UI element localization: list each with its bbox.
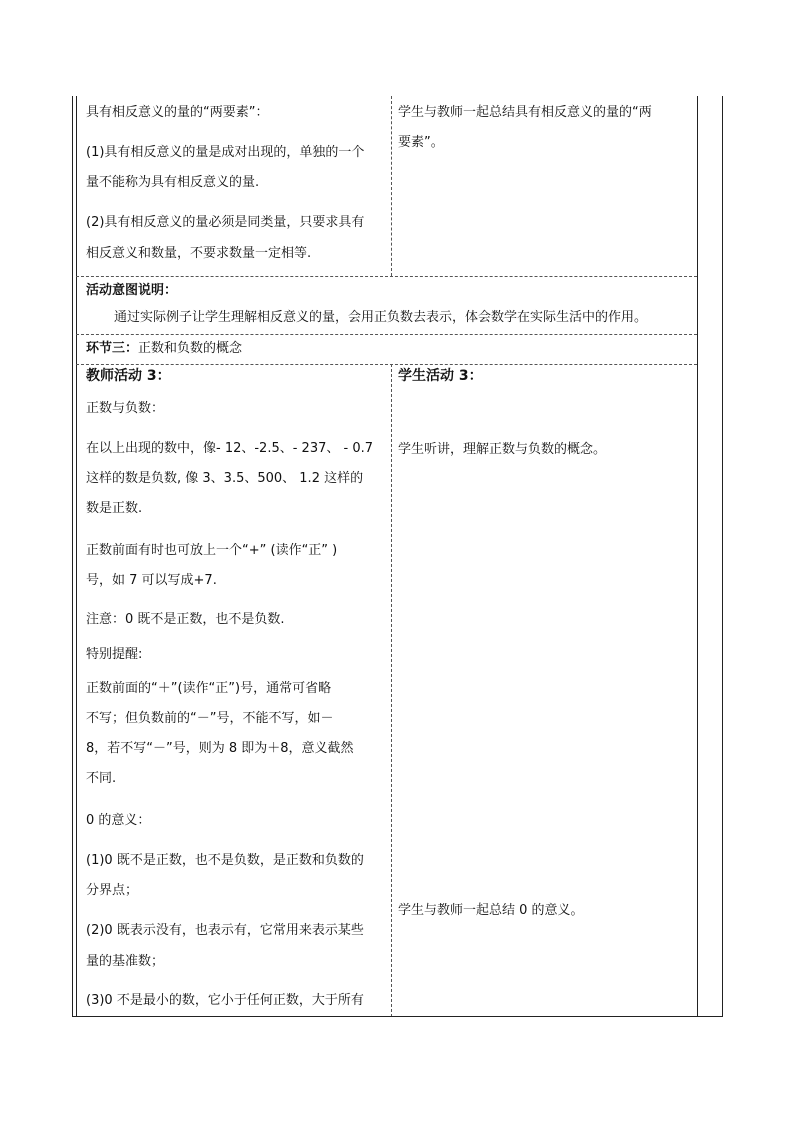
paragraph: 数是正数. (86, 501, 143, 516)
table-border-right (722, 96, 723, 1017)
section-title (86, 334, 242, 364)
paragraph: 相反意义和数量，不要求数量一定相等. (86, 246, 312, 261)
paragraph: 分界点； (86, 883, 139, 898)
paragraph: (1)具有相反意义的量是成对出现的，单独的一个 (86, 145, 365, 160)
paragraph: (3)0 不是最小的数，它小于任何正数，大于所有 (86, 993, 364, 1008)
column-divider (391, 364, 392, 1017)
column-divider (391, 96, 392, 276)
table-border-left (72, 96, 73, 1017)
paragraph: 不写；但负数前的“－”号，不能不写，如－ (86, 711, 334, 726)
paragraph: 注意：0 既不是正数，也不是负数. (86, 612, 285, 627)
paragraph: 量的基准数； (86, 954, 165, 969)
paragraph: 正数与负数： (86, 401, 165, 416)
paragraph: 要素”。 (398, 135, 444, 150)
paragraph: 特别提醒: (86, 647, 143, 662)
paragraph: 这样的数是负数, 像 3、3.5、500、 1.2 这样的 (86, 471, 364, 486)
paragraph: (2)0 既表示没有，也表示有，它常用来表示某些 (86, 923, 364, 938)
paragraph: 正数前面的“＋”(读作“正”)号，通常可省略 (86, 681, 332, 696)
section-label: 环节三： (86, 341, 139, 356)
paragraph: 学生与教师一起总结 0 的意义。 (398, 903, 584, 918)
paragraph: 学生听讲，理解正数与负数的概念。 (398, 442, 607, 457)
paragraph: (2)具有相反意义的量必须是同类量，只要求具有 (86, 215, 365, 230)
intent-text: 通过实际例子让学生理解相反意义的量，会用正负数去表示，体会数学在实际生活中的作用。 (114, 310, 648, 325)
paragraph: 0 的意义： (86, 813, 151, 828)
lesson-plan-table (72, 96, 723, 1017)
paragraph: 8，若不写“－”号，则为 8 即为＋8，意义截然 (86, 741, 354, 756)
table-border-left-inner (76, 96, 77, 1017)
section-name: 正数和负数的概念 (138, 341, 243, 356)
paragraph: 不同. (86, 771, 117, 786)
paragraph: (1)0 既不是正数，也不是负数，是正数和负数的 (86, 853, 364, 868)
student-heading: 学生活动 3： (398, 368, 483, 384)
paragraph: 正数前面有时也可放上一个“+” (读作“正” ) (86, 543, 338, 558)
paragraph: 具有相反意义的量的“两要素”： (86, 105, 269, 120)
paragraph: 在以上出现的数中，像- 12、-2.5、- 237、 - 0.7 (86, 441, 373, 456)
intent-heading: 活动意图说明： (86, 283, 178, 298)
table-border-bottom (72, 1016, 723, 1017)
paragraph: 学生与教师一起总结具有相反意义的量的“两 (398, 105, 652, 120)
table-border-right-inner (697, 96, 698, 1017)
paragraph: 号，如 7 可以写成+7. (86, 573, 217, 588)
teacher-heading: 教师活动 3： (86, 368, 171, 384)
paragraph: 量不能称为具有相反意义的量. (86, 175, 260, 190)
